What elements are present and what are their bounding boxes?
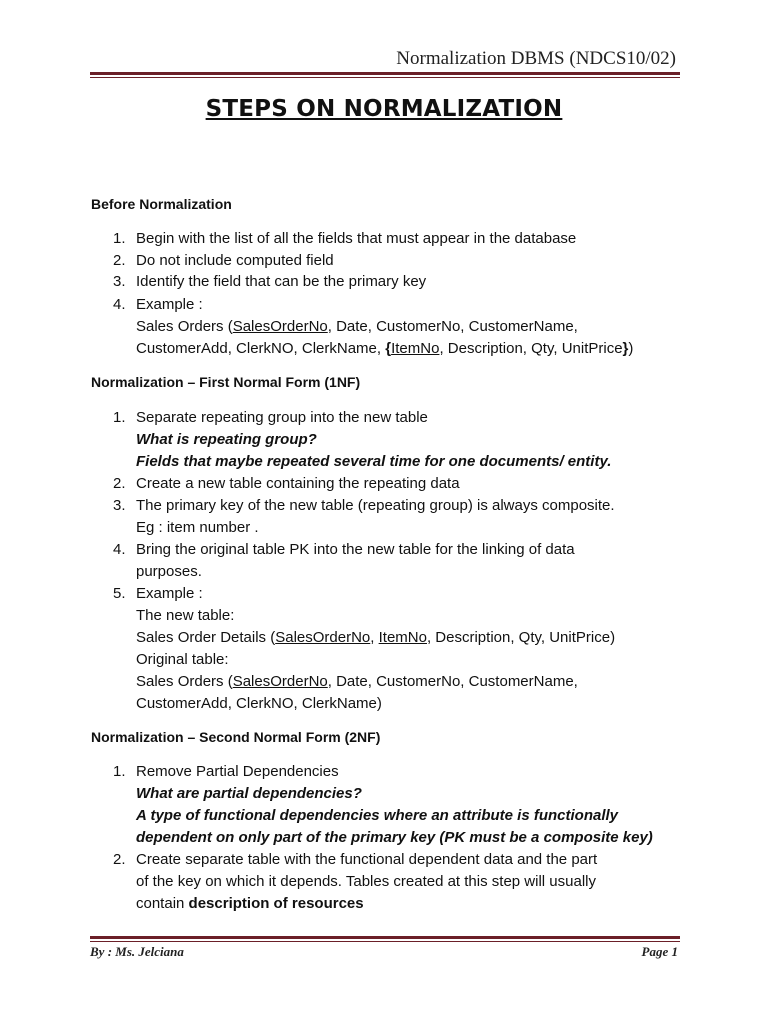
list-number: 1. bbox=[113, 409, 126, 426]
text-run: Sales Orders ( bbox=[136, 673, 233, 690]
list-item: Identify the field that can be the primary key bbox=[136, 273, 427, 290]
text-run: CustomerAdd, ClerkNO, ClerkName, bbox=[136, 340, 386, 357]
text-run: Sales Order Details ( bbox=[136, 629, 276, 646]
example-line bbox=[136, 318, 578, 336]
text-run: , Description, Qty, UnitPrice) bbox=[426, 629, 616, 646]
text-run: ) bbox=[628, 340, 634, 357]
primary-key: ItemNo bbox=[378, 629, 427, 646]
question-text: What are partial dependencies? bbox=[136, 785, 362, 802]
footer-page-number: Page 1 bbox=[641, 944, 678, 959]
list-number: 3. bbox=[113, 497, 126, 514]
footer-rule bbox=[90, 936, 680, 942]
primary-key: ItemNo bbox=[391, 340, 440, 357]
list-item: Separate repeating group into the new table bbox=[136, 409, 428, 426]
list-item: Create a new table containing the repeating data bbox=[136, 475, 460, 492]
example-line bbox=[136, 629, 615, 647]
example-label: The new table: bbox=[136, 607, 235, 624]
list-number: 3. bbox=[113, 273, 126, 290]
text-run: , bbox=[370, 629, 379, 646]
primary-key: SalesOrderNo bbox=[232, 318, 328, 335]
example-line: CustomerAdd, ClerkNO, ClerkName) bbox=[136, 695, 382, 712]
page-title: STEPS ON NORMALIZATION bbox=[205, 96, 563, 122]
text-run: Sales Orders ( bbox=[136, 318, 233, 335]
list-item: The primary key of the new table (repeating group) is always composite. bbox=[136, 497, 615, 514]
brace-close: } bbox=[622, 340, 629, 357]
brace-open: { bbox=[385, 340, 392, 357]
list-number: 2. bbox=[113, 252, 126, 269]
section-heading-2nf: Normalization – Second Normal Form (2NF) bbox=[91, 729, 381, 745]
list-number: 4. bbox=[113, 541, 126, 558]
section-heading-before-normalization: Before Normalization bbox=[91, 196, 232, 212]
list-item: Bring the original table PK into the new table for the linking of data bbox=[136, 541, 575, 558]
list-item-continuation: purposes. bbox=[136, 563, 202, 580]
list-item: Example : bbox=[136, 585, 203, 602]
primary-key: SalesOrderNo bbox=[232, 673, 328, 690]
example-label: Original table: bbox=[136, 651, 229, 668]
footer-author: By : Ms. Jelciana bbox=[90, 944, 184, 959]
list-item-continuation: of the key on which it depends. Tables created at this step will usually bbox=[136, 873, 596, 890]
list-number: 5. bbox=[113, 585, 126, 602]
bold-text: description of resources bbox=[188, 895, 364, 912]
list-number: 1. bbox=[113, 763, 126, 780]
text-run: , Description, Qty, UnitPrice bbox=[439, 340, 623, 357]
text-run: contain bbox=[136, 895, 189, 912]
answer-text: Fields that maybe repeated several time for one documents/ entity. bbox=[136, 453, 612, 470]
example-line bbox=[136, 673, 578, 691]
list-item: Example : bbox=[136, 296, 203, 313]
text-run: , Date, CustomerNo, CustomerName, bbox=[327, 318, 578, 335]
primary-key: SalesOrderNo bbox=[275, 629, 371, 646]
document-header-title: Normalization DBMS (NDCS10/02) bbox=[396, 48, 676, 69]
list-item: Begin with the list of all the fields that must appear in the database bbox=[136, 230, 577, 247]
text-run: , Date, CustomerNo, CustomerName, bbox=[327, 673, 578, 690]
list-number: 2. bbox=[113, 475, 126, 492]
list-item: Remove Partial Dependencies bbox=[136, 763, 339, 780]
answer-text: dependent on only part of the primary key (PK must be a composite key) bbox=[136, 829, 653, 846]
list-item: Create separate table with the functional dependent data and the part bbox=[136, 851, 598, 868]
list-item-continuation: Eg : item number . bbox=[136, 519, 259, 536]
header-rule bbox=[90, 72, 680, 78]
list-number: 1. bbox=[113, 230, 126, 247]
answer-text: A type of functional dependencies where an attribute is functionally bbox=[136, 807, 619, 824]
list-number: 4. bbox=[113, 296, 126, 313]
section-heading-1nf: Normalization – First Normal Form (1NF) bbox=[91, 374, 361, 390]
list-number: 2. bbox=[113, 851, 126, 868]
list-item: Do not include computed field bbox=[136, 252, 334, 269]
example-line bbox=[136, 340, 633, 358]
question-text: What is repeating group? bbox=[136, 431, 317, 448]
list-item-continuation bbox=[136, 895, 364, 913]
